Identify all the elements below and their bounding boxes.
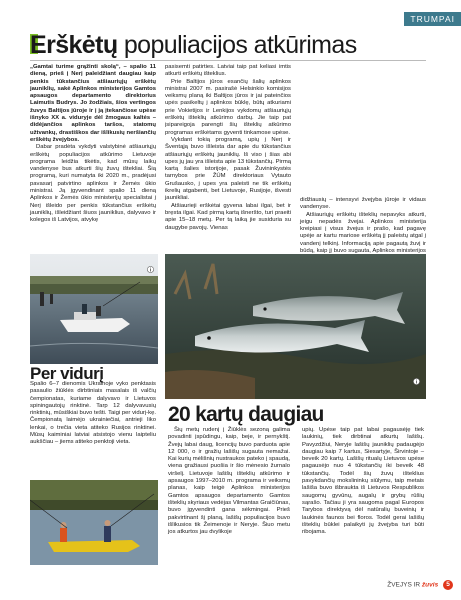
salmon-illustration <box>165 254 426 399</box>
article-paragraph: Atšiaurieji erškėtai gyvena labai ilgai, bet ir bręsta ilgai. Kad pirmą kartą išneršto, turi praeiti apie 15–18 metų. Per tą laiką jie susiduria su daugybe pavojų. Vienas <box>165 202 291 231</box>
sidebar-story-title: Per vidurį <box>30 364 104 383</box>
sidebar-story-paragraph: Spalio 6–7 dienomis Ukrainoje vyko penktasis pasaulio žiūklės dirbtiniais masalais iš valčių čempionatas, kuriame dalyvavo ir Lietuvos spiningautojų rinktinė. Tarp 12 dalyvavusių rinktinių, mūsiškiai buvo tešti. Taigi per vidurį‑kę. Čempionatą laimėjo ukrainiečiai, antrieji liko lenkai, o trečia vieta atiteko Rusijos rinktinei. Mūsų kaiminiai latviai atsistojo vienu laipteliu aukščiau – jiems atiteko penktoji vieta. <box>30 381 156 446</box>
story2-title: 20 kartų daugiau <box>168 403 324 426</box>
sidebar-story-text <box>30 381 156 447</box>
photo-fishing-boat <box>30 254 158 364</box>
info-icon <box>413 372 420 390</box>
fishing-boat-illustration <box>30 254 158 364</box>
title-rule <box>30 60 426 61</box>
anglers-illustration <box>30 480 158 565</box>
article-title-rest: populiacijos atkūrimas <box>117 31 357 59</box>
photo-anglers-boat <box>30 480 158 565</box>
info-icon <box>147 260 154 278</box>
article-lead: „Gamtai turime grąžinti skolą“, – spalio 11 dieną, prieš į Nerį paleidžiant daugiau kaip penkis tūkstančius atšiauriųjų erškėtų jauniklių, sakė Aplinkos ministerijos Gamtos apsaugos departamento direktorius Laimutis Budrys. Jo žodžiais, šios vertingos žuvys Baltijos jūroje ir į ją įtekančiose upėse išnyko XX a. viduryje dėl žmogaus kaltės – didėjančios aplinkos taršos, statomų užtvankų, drastiškos dar išlikusių neršiančių erškėtų žvejybos. <box>30 64 156 143</box>
article-column-2 <box>165 64 291 232</box>
article-paragraph: Prie Baltijos jūros esančių šalių aplinkos ministrai 2007 m. pasirašė Helsinkio komisijos veiksmų planą iki Baltijos jūros ir jai pateinčios upės pasikeltų į aplinkos būklę, būtų atkuriami prie Vokietijos ir Lenkijos vykdomų atšiauriųjų erškėtų išteklių atkūrimo darbų. Jie taip pat įsipareigoja parengti šių išteklių atkūrimo programas erškėtams gyventi tinkamose upėse. <box>165 78 291 136</box>
article-paragraph: Dabar pradėta vykdyti valstybinė atšiauriųjų erškėtų populiacijos atkūrimo Lietuvoje programa leidžia tikėtis, kad mūsų laikų vandenyse bus atkurti šių žuvų ištekliai. Šią programą, kuri numatyta iki 2020 m., pradėjusi pavasarį patvirtino aplinkos ir Žemės ūkio ministrai. Ją įgyvendinant spalio 11 dieną Aplinkos ir Žemės ūkio ministerijų specialistai į Nerį išleido per penkis tūkstančius erškėtų jauniklių, išleidžiant šiuos jauniklius, dalyvavo ir kolegos iš Latvijos, atvykę <box>30 144 156 224</box>
article-paragraph: Vykdant tokią programą, upių į Nerį ir Šventąją buvo išleista dar apie du tūkstančius atšiauriųjų erškėtų jauniklių. Iš viso į šias abi upes jų jau yra išleista apie 13 tūkstančių. Pirmą kartą šalies istorijoje, pasak Žuvininkystės tarnybos prie ŽŪM direktoriaus Vytauto Grušausko, į upes yra paleisti ne tik erškėtų ikrelių atgabenti, bet Lietuvoje, Rusijoje, išvesti jaunikliai. <box>165 136 291 202</box>
story2-column-2 <box>302 427 424 536</box>
footer-prefix: ŽVEJYS IR <box>387 581 422 589</box>
story2-column-1 <box>168 427 290 536</box>
article-column-1 <box>30 64 156 225</box>
article-paragraph: pasisemti patirties. Latviai taip pat keliasi imtis atkurti erškėtų išteklius. <box>165 64 291 78</box>
page-number: 5 <box>443 580 453 590</box>
section-tab: TRUMPAI <box>404 12 461 26</box>
article-title <box>30 30 357 60</box>
photo-salmon <box>165 254 426 399</box>
story2-paragraph: upių. Upėse taip pat labai pagausėję tiek laukinių, tiek dirbtinai atkurtų lašišų. Pavyzdžiui, Neryje lašišų jauniklių padaugėjo daugiau kaip 7 kartus, Siesartyje, Širvintoje – beveik 20 kartų. Lašišų ritualų Lietuvos upėse pagausėjo nuo 4 tūkstančių iki beveik 48 tūkstančių. Todėl šių žuvų išteklius pavykdančių mokslininkų siūlymu, taip metais lašiša buvo išbraukta iš Lietuvos Respublikos saugomų gyvūnų, augalų ir grybų rūšių sąrašo. Tačiau ji yra saugoma pagal Europos Tarybos direktyvą dėl natūralių buveinių ir laukinės faunos bei floros. Todėl gerai lašišų išteklių būklei palaikyti jų žvejyba turi būti ribojama. <box>302 427 424 536</box>
article-title-bold: Erškėtų <box>30 31 118 59</box>
story2-paragraph: Šių metų rudenį į Žiūklės sezoną galima povadinti įspūdingu, kaip, beje, ir pernykštį. Žvejų labai daug, licencijų buvo parduota apie 12 000, o ir gražių lašišų sugauta nemažai. Kai kurių mėlišnių nustraukos pateko į spaudą, viena gražiausi puošia ir šio mėnesio žurnalo viršelį. Lietuvoje lašišų išteklių atkūrimo ir apsaugos 1997–2010 m. programa ir veiksmų planas, kaip teigė Aplinkos ministerijos Gamtos apsaugos departamento Gamtos išteklių skyriaus vedėjas Vilmantas Graičiūnas, buvo įgyvendinti gana sėkmingai. Prieš pakvirtinant šį planą, lašišų populiacijos buvo išlikusios tik Žeimenoje ir Neryje. Šiuo metu jos atkurtos jau dvylikoje <box>168 427 291 536</box>
article-paragraph: didžiausių – intensyvi žvejyba jūroje ir vidaus vandenyse. <box>300 197 426 211</box>
article-paragraph: Atšiauriųjų erškėtų išteklių nepavyks atkurti, jeigu nepadės žvejai. Aplinkos ministerija kreipiasi į visus žvejus ir prašo, kad pagavę upėje ar kartu mariose erškėtą jį paleistų atgal į vandenį telkinį. Informaciją apie pagautą žuvį ir būdą, kaip jį buvo sugauta, Aplinkos ministerijos <box>300 211 426 255</box>
footer-brand: žuvis <box>421 581 439 589</box>
page-footer <box>387 580 453 590</box>
